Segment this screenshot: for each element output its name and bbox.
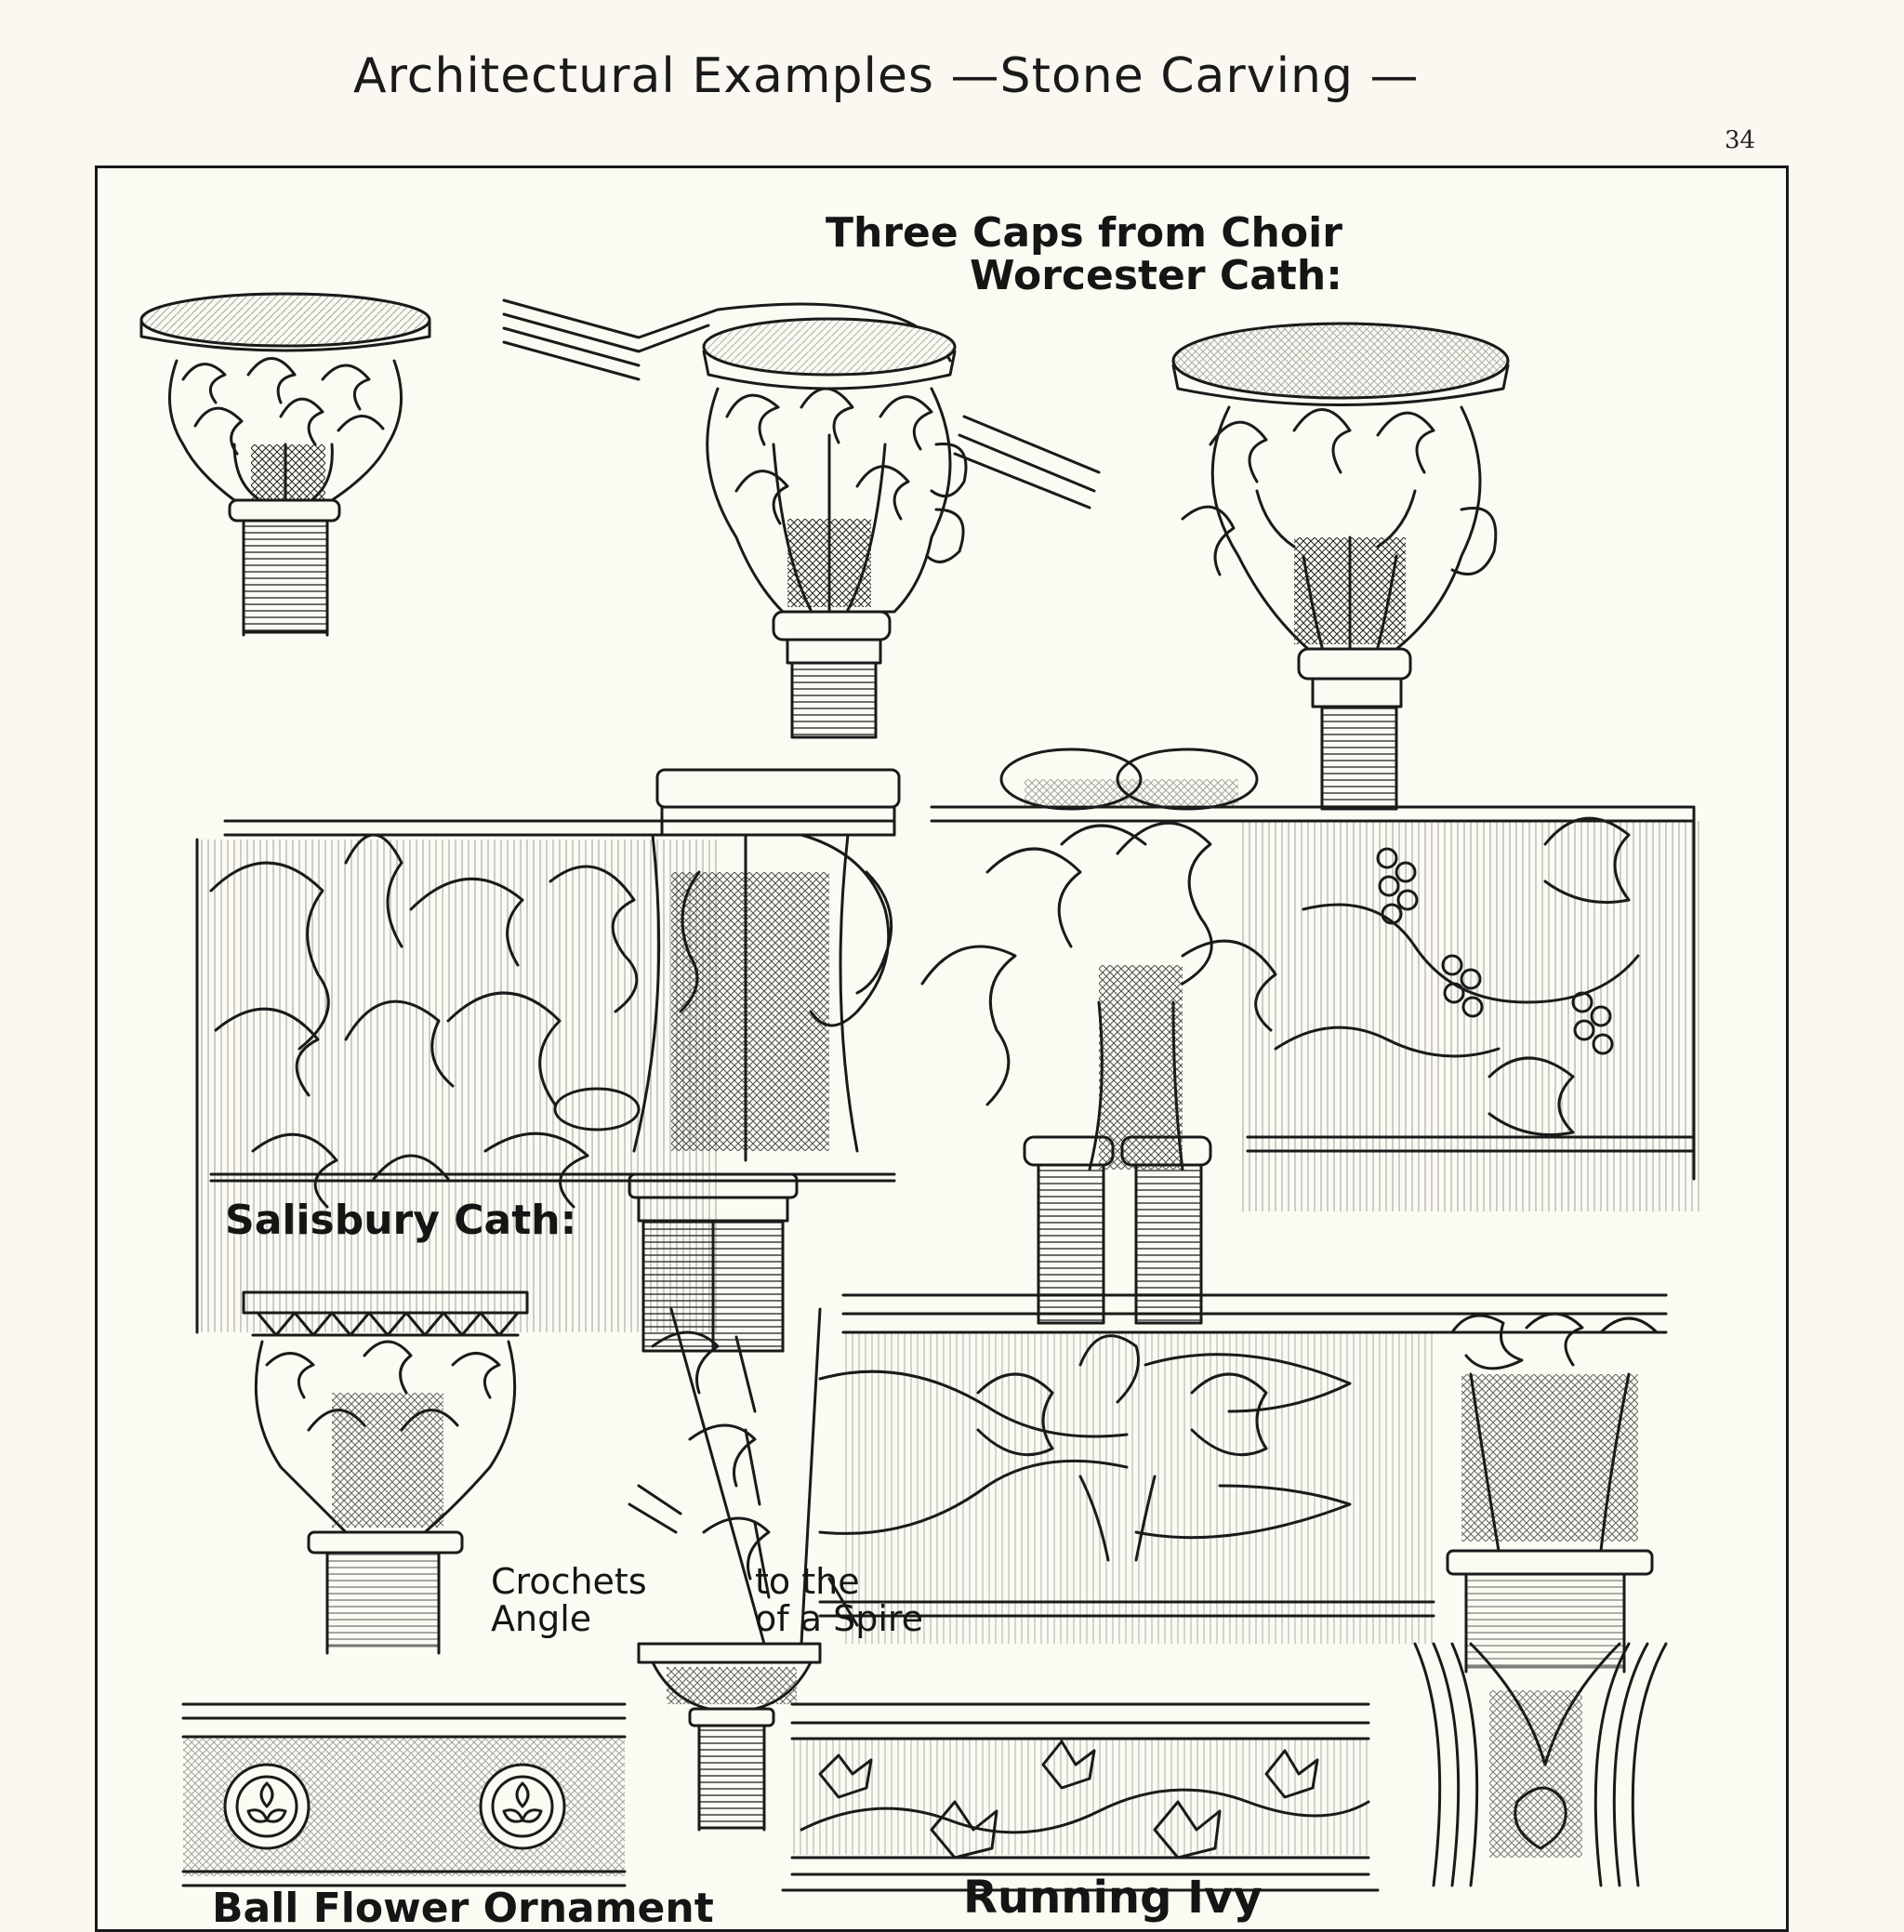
caption-worcester-line1: Three Caps from Choir: [826, 209, 1342, 257]
capital-1-icon: [141, 294, 430, 635]
page-number: 34: [1725, 126, 1756, 154]
arch-spandrel-icon: [1415, 1644, 1666, 1886]
caption-crochets-line1: Crochets: [491, 1561, 647, 1602]
caption-ball-flower: Ball Flower Ornament: [212, 1885, 714, 1932]
plate-illustrations: [95, 165, 1789, 1904]
running-ivy-band-icon: [783, 1704, 1378, 1890]
caption-running-ivy: Running Ivy: [963, 1872, 1263, 1924]
caption-worcester: [826, 209, 1342, 300]
frieze-leaf-icon: [820, 1295, 1666, 1672]
caption-spire-line1: to the: [755, 1561, 860, 1602]
ball-flower-band-icon: [183, 1704, 625, 1886]
caption-worcester-line2: Worcester Cath:: [970, 252, 1342, 300]
caption-spire: [755, 1561, 924, 1639]
frieze-salisbury-icon: [197, 770, 899, 1351]
capital-small-icon: [244, 1292, 527, 1653]
page-title: Architectural Examples —Stone Carving —: [353, 48, 1420, 104]
caption-spire-line2: of a Spire: [755, 1597, 924, 1639]
capital-2-icon: [504, 300, 1099, 737]
caption-crochets: [491, 1561, 647, 1639]
caption-crochets-line2: Angle: [491, 1597, 592, 1639]
caption-salisbury: Salisbury Cath:: [225, 1197, 577, 1244]
frieze-grapes-icon: [922, 749, 1703, 1323]
capital-3-icon: [1173, 324, 1508, 809]
